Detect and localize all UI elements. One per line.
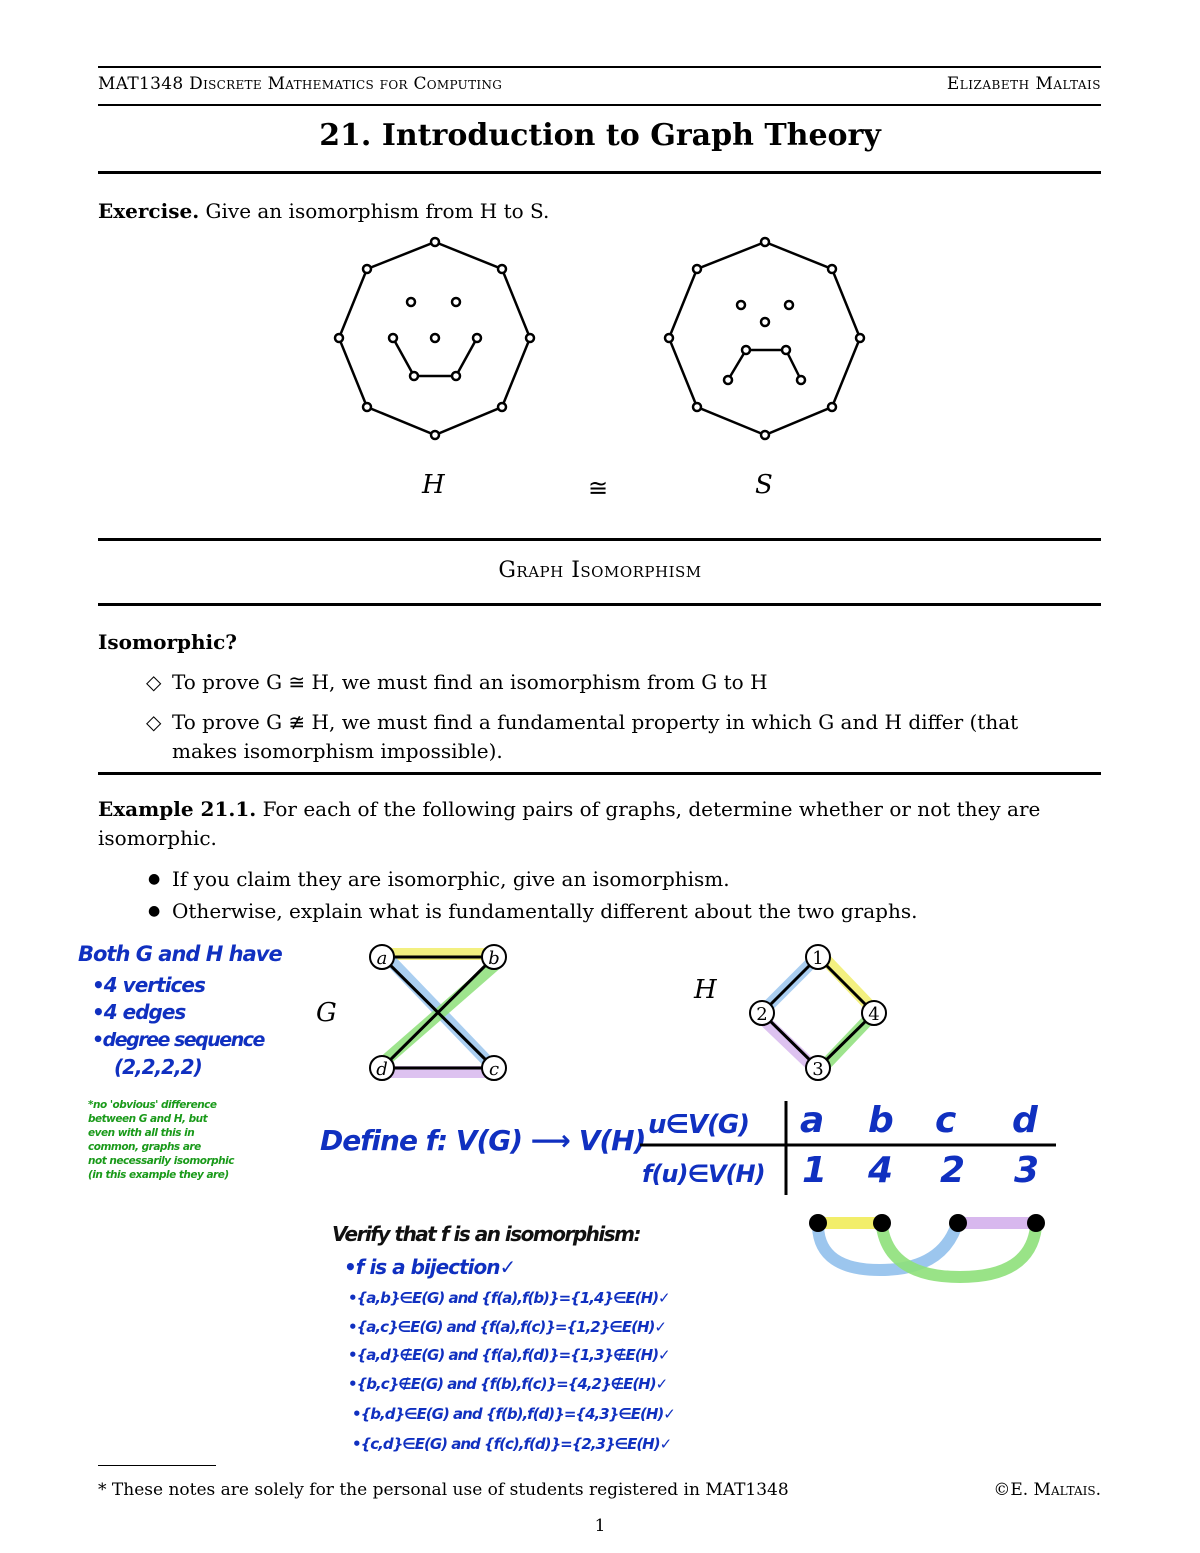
table-cell-4: 4 [868,1150,894,1191]
verify-item-4: •{a,d}∉E(G) and {f(a),f(d)}={1,3}∉E(H)✓ [348,1346,670,1364]
table-row2-head: f(u)∈V(H) [642,1160,765,1188]
page-title: 21. Introduction to Graph Theory [319,118,881,153]
example-label: Example 21.1. [98,797,257,821]
green-note-line-2: between G and H, but [88,1113,208,1125]
section-title: Graph Isomorphism [498,558,702,583]
isomorphic-heading: Isomorphic? [98,630,238,654]
table-cell-3: 3 [1014,1150,1040,1191]
verify-item-3: •{a,c}∈E(G) and {f(a),f(c)}={1,2}∈E(H)✓ [348,1318,666,1336]
green-note-line-5: not necessarily isomorphic [88,1155,234,1167]
title-rule [98,171,1101,174]
table-cell-b: b [868,1100,894,1141]
vertex-1: 1 [812,948,824,969]
hand-both-item-4: (2,2,2,2) [114,1055,202,1079]
hand-both-item-2: •4 edges [92,1000,186,1024]
isomorphic-symbol: ≅ [588,474,609,502]
graph-g-edges [382,957,494,1068]
dot-bullet-2: ● [148,903,161,919]
table-cell-d: d [1012,1100,1038,1141]
footnote-rule [98,1465,216,1466]
exercise [98,197,549,226]
hand-verify-title: Verify that f is an isomorphism: [332,1222,641,1246]
hand-define-function: Define f: V(G) ⟶ V(H) [320,1124,646,1157]
page-number: 1 [594,1516,606,1536]
table-cell-2: 2 [940,1150,966,1191]
green-note-line-6: (in this example they are) [88,1169,229,1181]
exercise-label: Exercise. [98,199,200,223]
dot-bullet-1: ● [148,871,161,887]
hand-both-title: Both G and H have [78,942,282,966]
octagon-graphs [0,230,1200,510]
footnote-text: These notes are solely for the personal use of students registered in MAT1348 [111,1480,789,1500]
example-text [98,795,1040,824]
isomorphic-item-1: To prove G ≅ H, we must find an isomorphism from G to H [172,670,768,694]
hand-both-item-1: •4 vertices [92,973,205,997]
verify-item-2: •{a,b}∈E(G) and {f(a),f(b)}={1,4}∈E(H)✓ [348,1289,670,1307]
green-note-line-4: common, graphs are [88,1141,201,1153]
example-bullet-1: If you claim they are isomorphic, give an isomorphism. [172,867,730,891]
author-name: Elizabeth Maltais [946,74,1101,94]
table-cell-c: c [935,1100,957,1141]
footnote-mark: * [98,1480,107,1500]
verify-item-5: •{b,c}∉E(G) and {f(b),f(c)}={4,2}∉E(H)✓ [348,1375,668,1393]
exercise-text: Give an isomorphism from H to S. [205,199,550,223]
verify-item-7: •{c,d}∈E(G) and {f(c),f(d)}={2,3}∈E(H)✓ [352,1435,672,1453]
hand-green-note [88,1098,234,1182]
graph-h-label: H [422,470,445,500]
example-bullet-2: Otherwise, explain what is fundamentally different about the two graphs. [172,899,918,923]
green-note-line-1: *no 'obvious' difference [88,1099,217,1111]
graph-s-vertices [665,238,864,439]
table-cell-1: 1 [802,1150,828,1191]
isomorphic-rule [98,772,1101,775]
graph-s-label: S [755,470,773,500]
verify-item-6: •{b,d}∈E(G) and {f(b),f(d)}={4,3}∈E(H)✓ [352,1405,675,1423]
isomorphic-item-2-cont: makes isomorphism impossible). [172,739,503,763]
vertex-4: 4 [868,1004,880,1025]
vertex-c: c [488,1059,500,1080]
header-top-rule [98,66,1101,68]
example-line-2: isomorphic. [98,826,217,850]
diamond-bullet-1: ◇ [146,670,162,694]
graph-g-label: G [316,998,337,1028]
hand-both-item-3: •degree sequence [92,1029,264,1051]
isomorphic-item-2: To prove G ≇ H, we must find a fundamental property in which G and H differ (that [172,710,1019,734]
verify-item-1: •f is a bijection✓ [344,1255,516,1279]
mapping-path-sketch [800,1205,1060,1295]
example-graphs [300,930,920,1090]
table-cell-a: a [800,1100,825,1141]
vertex-a: a [376,948,388,969]
vertex-3: 3 [812,1059,824,1080]
table-row1-head: u∈V(G) [648,1110,750,1140]
course-name: MAT1348 Discrete Mathematics for Computing [98,74,503,94]
vertex-d: d [376,1059,388,1080]
example-line-1: For each of the following pairs of graphs, determine whether or not they are [262,797,1041,821]
copyright: ©E. Maltais. [993,1480,1101,1500]
section-top-rule [98,538,1101,541]
vertex-b: b [488,948,500,969]
green-note-line-3: even with all this in [88,1127,195,1139]
graph-h-vertices [335,238,534,439]
vertex-2: 2 [756,1004,768,1025]
graph-h-edges [762,957,874,1068]
footnote [98,1480,789,1500]
graph-h2-label: H [694,975,717,1005]
header-bottom-rule [98,104,1101,106]
section-bottom-rule [98,603,1101,606]
diamond-bullet-2: ◇ [146,710,162,734]
